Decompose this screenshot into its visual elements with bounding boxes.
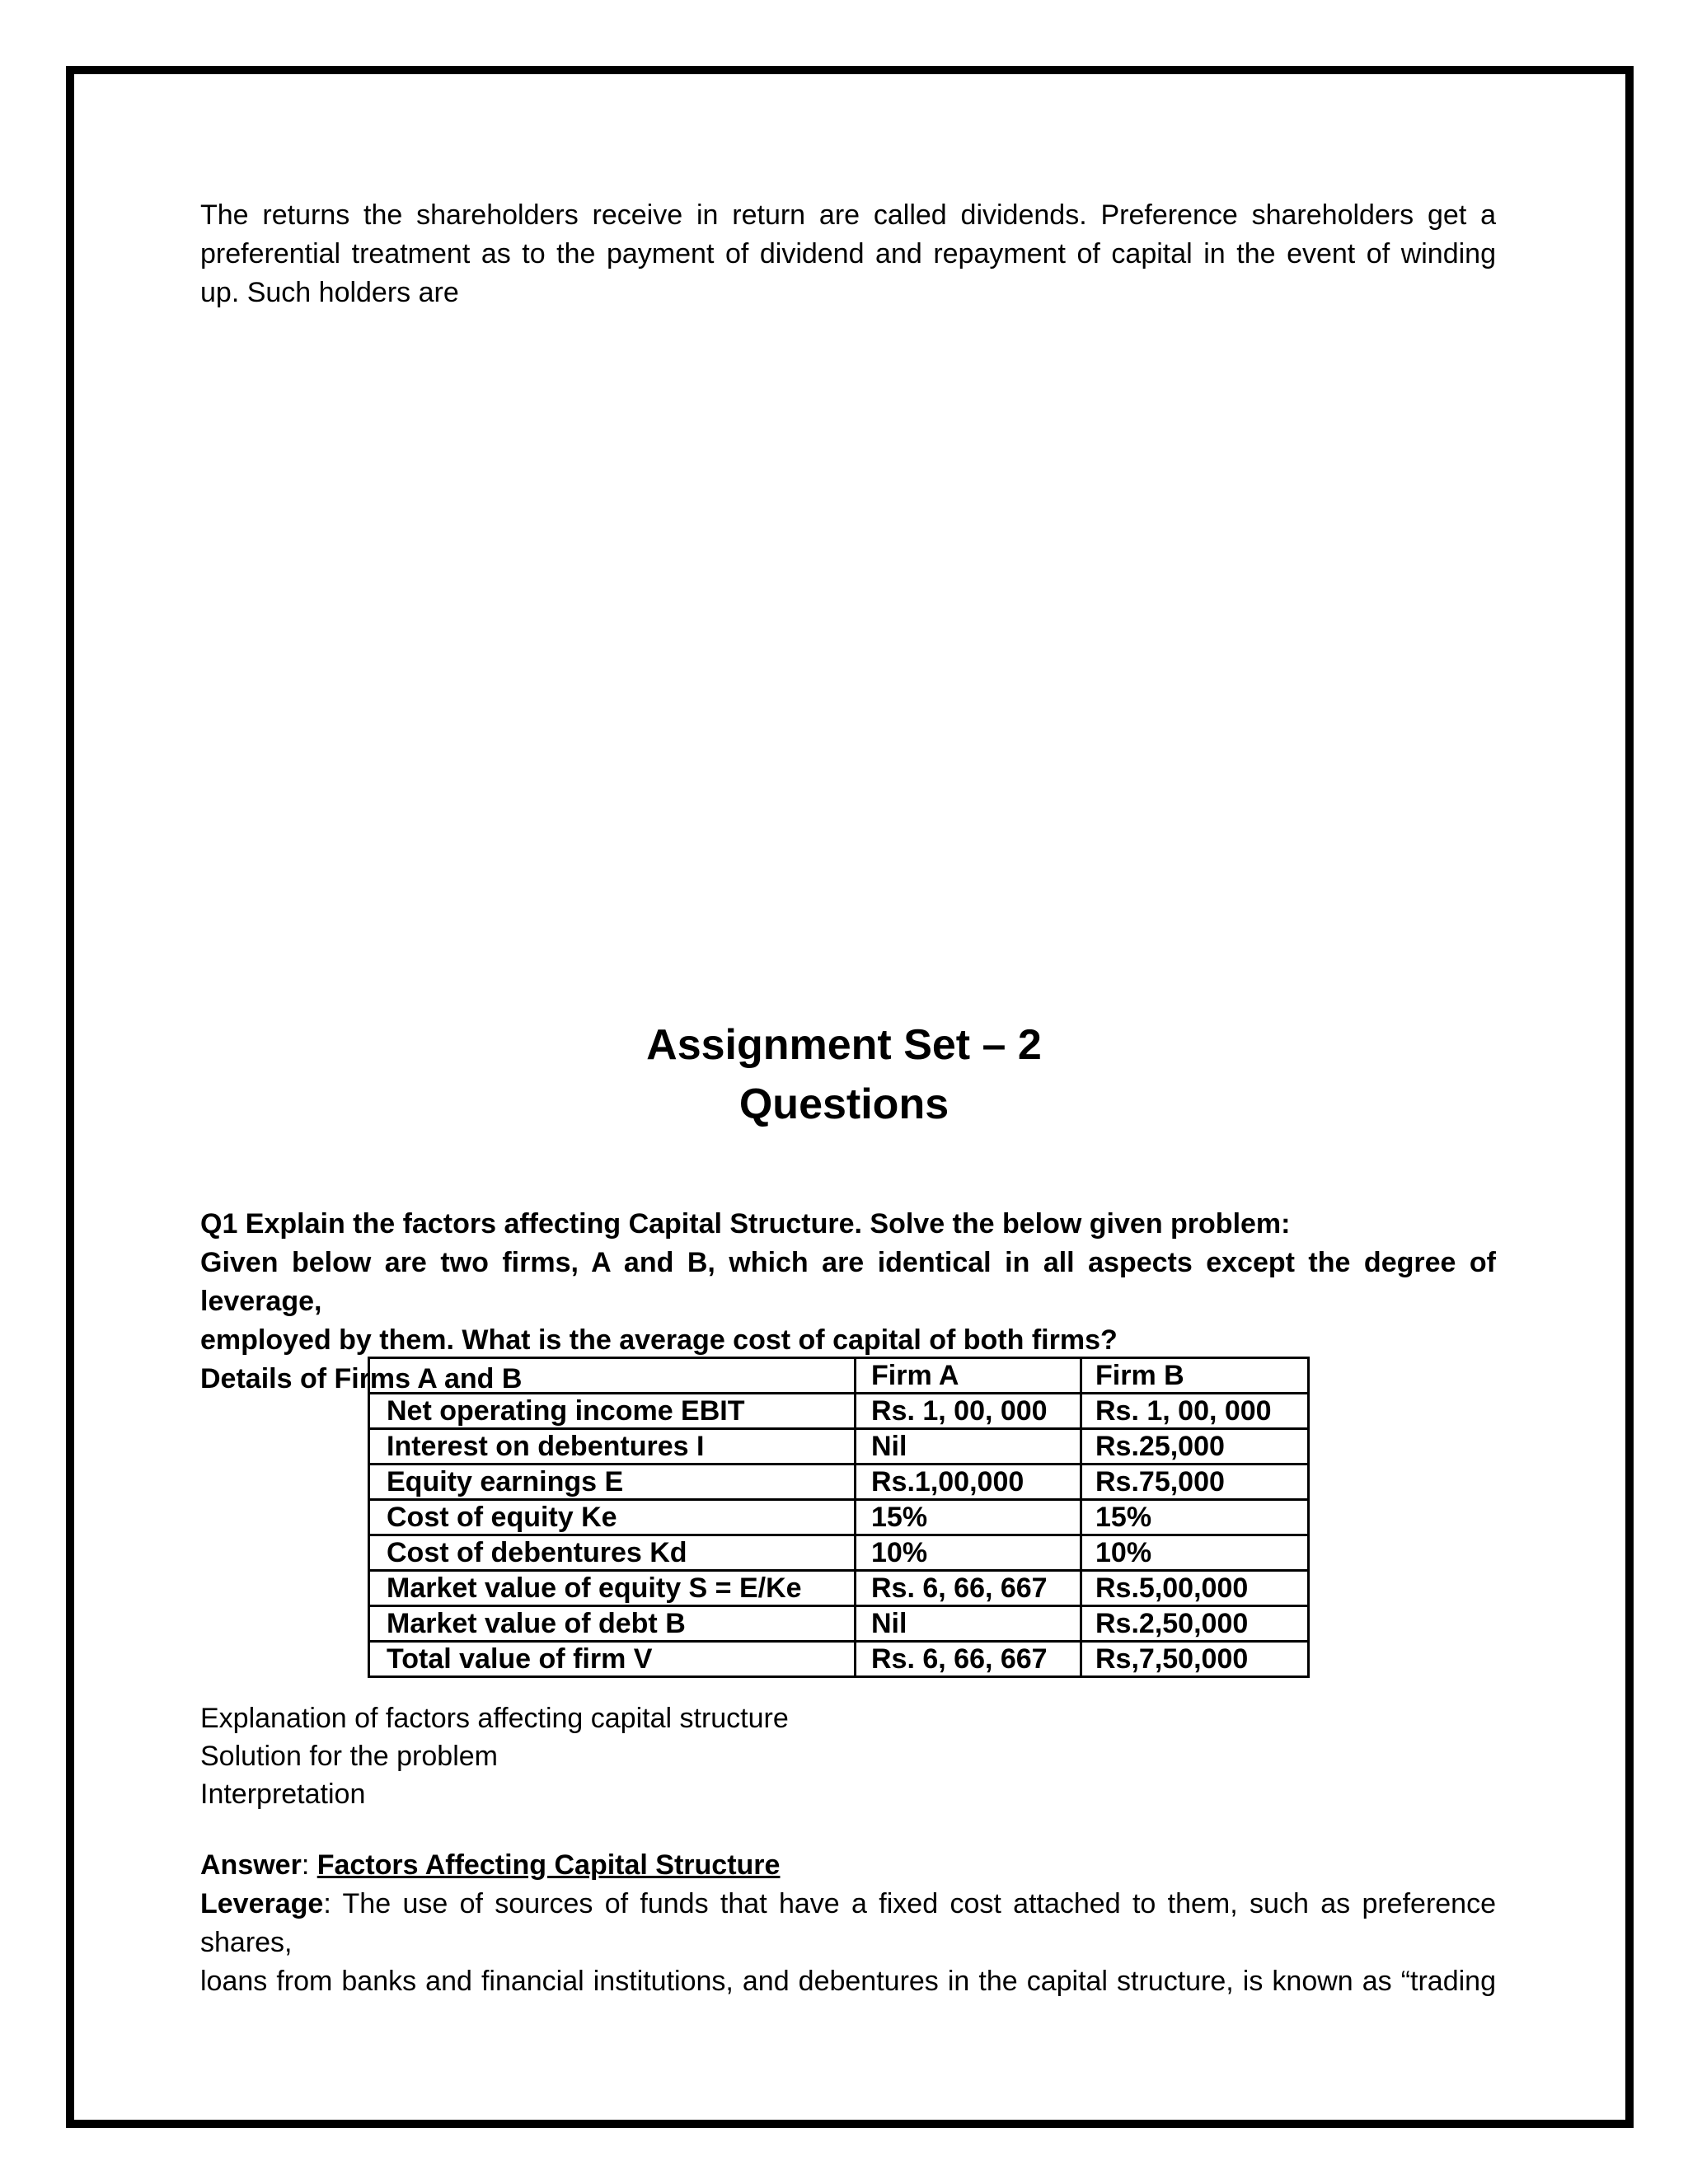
table-cell: Rs.75,000 bbox=[1081, 1465, 1309, 1500]
leverage-label: Leverage bbox=[200, 1888, 324, 1919]
table-cell: Rs.1,00,000 bbox=[856, 1465, 1081, 1500]
list-item: Solution for the problem bbox=[200, 1741, 498, 1772]
table-cell: 15% bbox=[1081, 1500, 1309, 1535]
leverage-line-1 bbox=[200, 1885, 1496, 1962]
table-cell: Rs. 1, 00, 000 bbox=[856, 1394, 1081, 1429]
table-cell: 10% bbox=[1081, 1535, 1309, 1571]
table-cell: Rs.5,00,000 bbox=[1081, 1571, 1309, 1606]
table-header-cell: Firm A bbox=[856, 1358, 1081, 1394]
answer-section-heading: Factors Affecting Capital Structure bbox=[316, 1849, 781, 1881]
table-cell: 10% bbox=[856, 1535, 1081, 1571]
table-row bbox=[369, 1394, 1309, 1429]
table-cell: Rs,7,50,000 bbox=[1081, 1642, 1309, 1677]
table-row bbox=[369, 1535, 1309, 1571]
assignment-heading bbox=[0, 1015, 1688, 1134]
intro-line-2: preferential treatment as to the payment of dividend and repayment of capital in the event of winding bbox=[200, 238, 1496, 269]
table-cell: Market value of debt B bbox=[369, 1606, 856, 1642]
answer-heading-line bbox=[200, 1846, 1496, 1885]
table-cell: Rs.2,50,000 bbox=[1081, 1606, 1309, 1642]
leverage-colon: : bbox=[323, 1888, 343, 1919]
answer-block bbox=[200, 1846, 1496, 2001]
table-header-cell bbox=[369, 1358, 856, 1394]
table-header-row bbox=[369, 1358, 1309, 1394]
table-cell: Nil bbox=[856, 1429, 1081, 1465]
page-title: Assignment Set – 2 bbox=[646, 1021, 1042, 1069]
firms-table bbox=[368, 1357, 1310, 1678]
intro-line-3: up. Such holders are bbox=[200, 277, 459, 308]
table-row bbox=[369, 1500, 1309, 1535]
question-line-1: Q1 Explain the factors affecting Capital Structure. Solve the below given problem: bbox=[200, 1208, 1291, 1240]
question-line-2: Given below are two firms, A and B, which are identical in all aspects except the degree of leverage, bbox=[200, 1247, 1496, 1317]
details-heading: Details of Firms A and B bbox=[200, 1363, 523, 1394]
table-row bbox=[369, 1429, 1309, 1465]
table-cell: Rs. 6, 66, 667 bbox=[856, 1571, 1081, 1606]
table-row bbox=[369, 1465, 1309, 1500]
leverage-line-2: loans from banks and financial institutions, and debentures in the capital structure, is known as “trading bbox=[200, 1966, 1496, 1997]
table-row bbox=[369, 1606, 1309, 1642]
answer-colon: : bbox=[301, 1849, 317, 1881]
table-cell: Nil bbox=[856, 1606, 1081, 1642]
table-cell: Rs. 1, 00, 000 bbox=[1081, 1394, 1309, 1429]
list-item: Interpretation bbox=[200, 1779, 366, 1810]
answer-label: Answer bbox=[200, 1849, 302, 1881]
table-row bbox=[369, 1642, 1309, 1677]
intro-paragraph bbox=[200, 196, 1496, 312]
table-cell: Net operating income EBIT bbox=[369, 1394, 856, 1429]
table-cell: Total value of firm V bbox=[369, 1642, 856, 1677]
table-cell: Market value of equity S = E/Ke bbox=[369, 1571, 856, 1606]
table-row bbox=[369, 1571, 1309, 1606]
leverage-text-1: The use of sources of funds that have a fixed cost attached to them, such as preference shares, bbox=[200, 1888, 1497, 1958]
page-subtitle: Questions bbox=[738, 1080, 950, 1128]
table-cell: Rs.25,000 bbox=[1081, 1429, 1309, 1465]
question-line-3: employed by them. What is the average cost of capital of both firms? bbox=[200, 1324, 1118, 1356]
table-header-cell: Firm B bbox=[1081, 1358, 1309, 1394]
table-cell: Equity earnings E bbox=[369, 1465, 856, 1500]
requirements-list bbox=[200, 1699, 1496, 1813]
intro-line-1: The returns the shareholders receive in return are called dividends. Preference shareholders get a bbox=[200, 199, 1496, 231]
table-cell: Cost of debentures Kd bbox=[369, 1535, 856, 1571]
table-cell: 15% bbox=[856, 1500, 1081, 1535]
table-cell: Interest on debentures I bbox=[369, 1429, 856, 1465]
table-cell: Rs. 6, 66, 667 bbox=[856, 1642, 1081, 1677]
list-item: Explanation of factors affecting capital structure bbox=[200, 1703, 789, 1734]
table-cell: Cost of equity Ke bbox=[369, 1500, 856, 1535]
